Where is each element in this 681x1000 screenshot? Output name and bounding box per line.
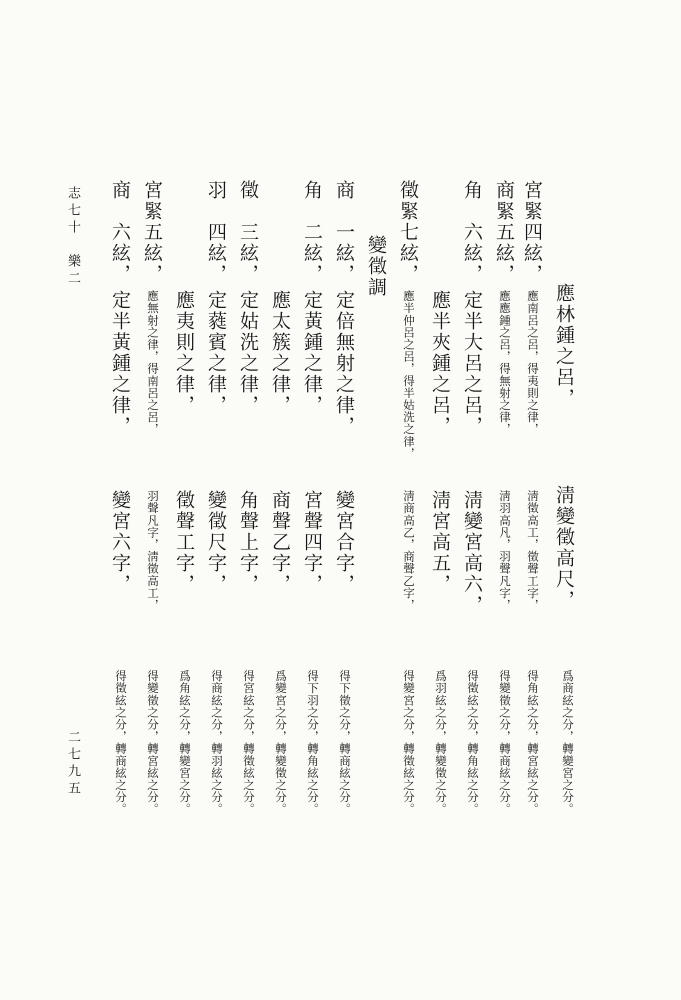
col2-note: 得角絃之分，轉宮絃之分。 [526, 670, 540, 816]
col12-note: 得商絃之分，轉羽絃之分。 [210, 670, 224, 816]
col2-top: 宮緊四絃， [521, 180, 543, 285]
col12-top: 羽 四絃， [205, 180, 227, 285]
col3-bottom: 淸羽高凡，羽聲凡字， [498, 490, 512, 611]
col3-note: 得變徵之分，轉商絃之分。 [498, 670, 512, 816]
col12-mid: 定蕤賓之律， [205, 290, 227, 416]
col10-note: 爲變宮之分，轉變徵之分。 [274, 670, 288, 816]
col2-mid: 應南呂之呂，得夷則之律， [526, 290, 540, 436]
col14-note: 得變徵之分，轉宮絃之分。 [146, 670, 160, 816]
col4-top: 角 六絃， [461, 180, 483, 285]
col4-mid: 定半大呂之呂， [461, 290, 483, 437]
col13-mid: 應夷則之律， [173, 290, 195, 416]
col9-bottom: 宮聲四字， [301, 490, 323, 595]
col6-bottom: 淸商高乙，商聲乙字， [402, 490, 416, 611]
col1-mid: 應林鍾之呂， [553, 283, 575, 409]
col14-top: 宮緊五絃， [141, 180, 163, 285]
col11-top: 徵 三絃， [237, 180, 259, 285]
col9-mid: 定黃鍾之律， [301, 290, 323, 416]
page-number: 二七九五 [65, 730, 80, 798]
section-heading: 變徵調 [365, 235, 387, 298]
col3-mid: 應應鍾之呂，得無射之律， [498, 290, 512, 436]
col8-top: 商 一絃， [333, 180, 355, 285]
col5-note: 爲羽絃之分，轉變徵之分。 [434, 670, 448, 816]
col14-bottom: 羽聲凡字，淸徵高工， [146, 490, 160, 611]
col4-note: 得徵絃之分，轉角絃之分。 [466, 670, 480, 816]
col4-bottom: 淸變宮高六， [461, 490, 483, 616]
col1-note: 爲商絃之分，轉變宮之分。 [561, 670, 575, 816]
col11-bottom: 角聲上字， [237, 490, 259, 595]
col15-top: 商 六絃， [109, 180, 131, 285]
col1-bottom: 淸變徵高尺， [553, 485, 575, 611]
col13-note: 爲角絃之分，轉變宮之分。 [178, 670, 192, 816]
col2-bottom: 淸徵高工，徵聲工字， [526, 490, 540, 611]
col8-note: 得下徵之分，轉商絃之分。 [338, 670, 352, 816]
col6-top: 徵緊七絃， [397, 180, 419, 285]
col9-top: 角 二絃， [301, 180, 323, 285]
running-head: 志七十 樂二 [65, 186, 80, 288]
col13-bottom: 徵聲工字， [173, 490, 195, 595]
col6-note: 得變宮之分，轉徵絃之分。 [402, 670, 416, 816]
col9-note: 得下羽之分，轉角絃之分。 [306, 670, 320, 816]
col6-mid: 應半仲呂之呂，得半姑洗之律， [402, 290, 416, 460]
col15-bottom: 變宮六字， [109, 490, 131, 595]
col12-bottom: 變徵尺字， [205, 490, 227, 595]
col5-bottom: 淸宮高五， [429, 490, 451, 595]
col14-mid: 應無射之律，得南呂之呂， [146, 290, 160, 436]
col3-top: 商緊五絃， [493, 180, 515, 285]
col5-mid: 應半夾鍾之呂， [429, 290, 451, 437]
col8-bottom: 變宮合字， [333, 490, 355, 595]
col10-bottom: 商聲乙字， [269, 490, 291, 595]
col11-mid: 定姑洗之律， [237, 290, 259, 416]
col10-mid: 應太簇之律， [269, 290, 291, 416]
col15-mid: 定半黃鍾之律， [109, 290, 131, 437]
col15-note: 得徵絃之分，轉商絃之分。 [114, 670, 128, 816]
col8-mid: 定倍無射之律， [333, 290, 355, 437]
col11-note: 得宮絃之分，轉徵絃之分。 [242, 670, 256, 816]
